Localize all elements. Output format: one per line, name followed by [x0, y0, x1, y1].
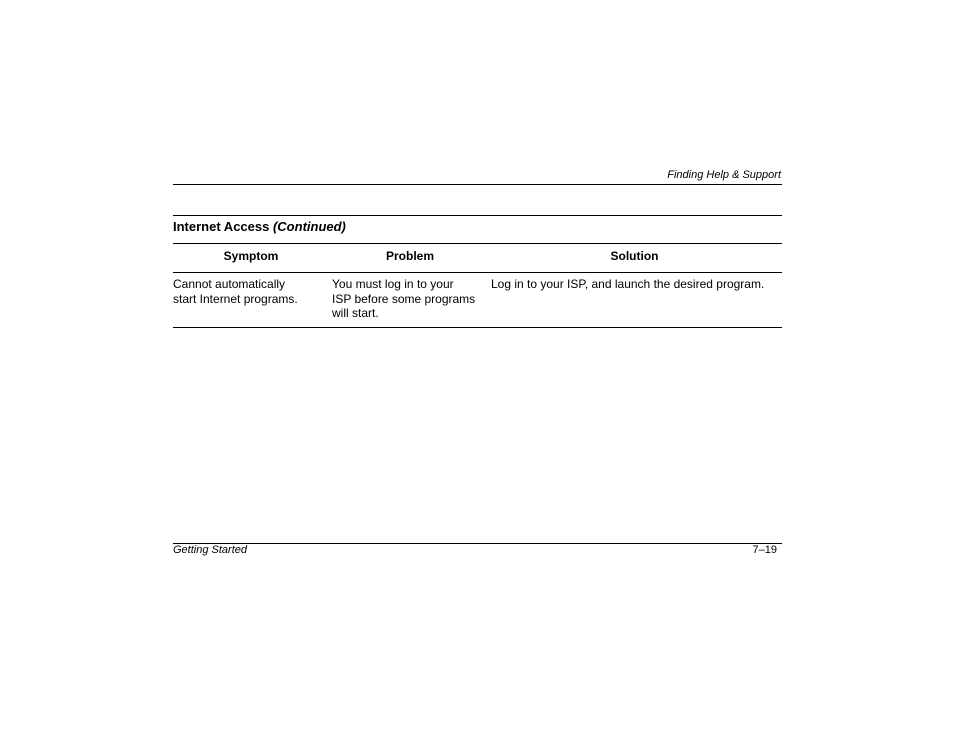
running-header: Finding Help & Support: [667, 169, 781, 181]
problem-line: You must log in to your: [332, 277, 454, 291]
symptom-line: Cannot automatically: [173, 277, 286, 291]
column-header-solution: Solution: [610, 249, 659, 263]
column-header-symptom: Symptom: [223, 249, 279, 263]
table-title-main: Internet Access: [173, 219, 270, 234]
table-row-solution: Log in to your ISP, and launch the desired program.: [491, 277, 765, 291]
title-rule: [173, 243, 782, 244]
problem-line: will start.: [332, 306, 379, 320]
table-top-rule: [173, 215, 782, 216]
table-title-continued: (Continued): [272, 219, 346, 234]
table-title: [173, 219, 346, 234]
table-row-problem: [332, 277, 482, 321]
footer-book-title: Getting Started: [173, 544, 247, 556]
symptom-line: start Internet programs.: [173, 291, 298, 306]
footer-rule: [173, 543, 782, 544]
footer-page-number: 7–19: [752, 544, 777, 556]
table-bottom-rule: [173, 327, 782, 328]
problem-line: ISP before some programs: [332, 291, 476, 306]
table-row-symptom: [173, 277, 323, 306]
header-rule: [173, 184, 782, 185]
column-header-problem: Problem: [385, 249, 434, 263]
header-row-rule: [173, 272, 782, 273]
